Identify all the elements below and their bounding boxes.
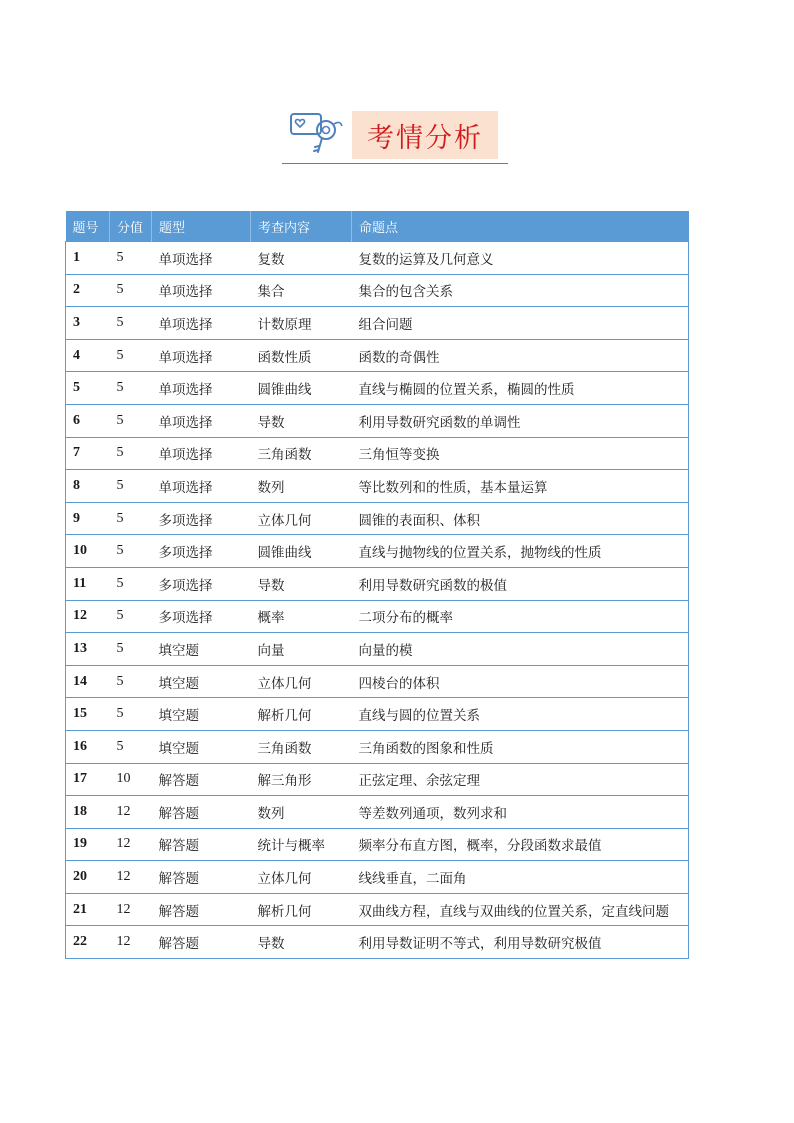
cell-content: 解三角形 <box>251 763 352 796</box>
cell-topic: 二项分布的概率 <box>352 600 689 633</box>
cell-content: 概率 <box>251 600 352 633</box>
table-row <box>66 307 689 340</box>
cell-topic: 四棱台的体积 <box>352 665 689 698</box>
cell-question-no: 3 <box>66 307 110 340</box>
cell-content: 导数 <box>251 926 352 959</box>
table-row <box>66 763 689 796</box>
cell-score: 5 <box>110 242 152 275</box>
cell-topic: 正弦定理、余弦定理 <box>352 763 689 796</box>
cell-question-type: 多项选择 <box>152 535 251 568</box>
table-row <box>66 796 689 829</box>
table-row <box>66 926 689 959</box>
cell-question-no: 18 <box>66 796 110 829</box>
cell-topic: 双曲线方程，直线与双曲线的位置关系，定直线问题 <box>352 893 689 926</box>
cell-topic: 直线与圆的位置关系 <box>352 698 689 731</box>
heart-key-tag-icon <box>288 108 348 160</box>
table-body <box>66 242 689 959</box>
cell-score: 12 <box>110 828 152 861</box>
header-content: 考查内容 <box>251 211 352 242</box>
cell-question-no: 1 <box>66 242 110 275</box>
cell-question-no: 20 <box>66 861 110 894</box>
table-row <box>66 404 689 437</box>
cell-content: 复数 <box>251 242 352 275</box>
table-row <box>66 242 689 275</box>
cell-question-no: 12 <box>66 600 110 633</box>
header-question-type: 题型 <box>152 211 251 242</box>
cell-topic: 利用导数研究函数的单调性 <box>352 404 689 437</box>
table-row <box>66 600 689 633</box>
cell-question-type: 多项选择 <box>152 567 251 600</box>
cell-score: 5 <box>110 404 152 437</box>
cell-topic: 等差数列通项，数列求和 <box>352 796 689 829</box>
cell-content: 函数性质 <box>251 339 352 372</box>
cell-question-type: 解答题 <box>152 893 251 926</box>
cell-topic: 频率分布直方图，概率，分段函数求最值 <box>352 828 689 861</box>
cell-score: 5 <box>110 274 152 307</box>
cell-score: 5 <box>110 502 152 535</box>
cell-question-no: 2 <box>66 274 110 307</box>
cell-topic: 利用导数研究函数的极值 <box>352 567 689 600</box>
cell-question-type: 解答题 <box>152 926 251 959</box>
table-row <box>66 665 689 698</box>
cell-question-type: 填空题 <box>152 698 251 731</box>
table-row <box>66 828 689 861</box>
cell-content: 立体几何 <box>251 502 352 535</box>
cell-topic: 复数的运算及几何意义 <box>352 242 689 275</box>
cell-score: 5 <box>110 665 152 698</box>
table-row <box>66 567 689 600</box>
cell-topic: 线线垂直，二面角 <box>352 861 689 894</box>
cell-score: 5 <box>110 437 152 470</box>
cell-content: 解析几何 <box>251 893 352 926</box>
cell-topic: 圆锥的表面积、体积 <box>352 502 689 535</box>
cell-topic: 集合的包含关系 <box>352 274 689 307</box>
table-row <box>66 633 689 666</box>
cell-question-type: 解答题 <box>152 796 251 829</box>
table-row <box>66 372 689 405</box>
cell-topic: 函数的奇偶性 <box>352 339 689 372</box>
cell-score: 5 <box>110 600 152 633</box>
cell-question-type: 解答题 <box>152 861 251 894</box>
table-row <box>66 470 689 503</box>
cell-content: 圆锥曲线 <box>251 372 352 405</box>
cell-question-type: 解答题 <box>152 828 251 861</box>
cell-topic: 三角恒等变换 <box>352 437 689 470</box>
cell-question-type: 单项选择 <box>152 307 251 340</box>
cell-question-type: 单项选择 <box>152 470 251 503</box>
cell-content: 立体几何 <box>251 665 352 698</box>
cell-topic: 利用导数证明不等式，利用导数研究极值 <box>352 926 689 959</box>
cell-question-type: 单项选择 <box>152 274 251 307</box>
cell-question-no: 10 <box>66 535 110 568</box>
cell-question-no: 13 <box>66 633 110 666</box>
cell-content: 三角函数 <box>251 730 352 763</box>
section-title: 考情分析 <box>367 122 483 154</box>
cell-question-type: 填空题 <box>152 665 251 698</box>
cell-content: 导数 <box>251 567 352 600</box>
cell-question-no: 14 <box>66 665 110 698</box>
cell-score: 5 <box>110 470 152 503</box>
cell-score: 5 <box>110 698 152 731</box>
table-header <box>66 211 689 242</box>
cell-content: 集合 <box>251 274 352 307</box>
cell-question-type: 多项选择 <box>152 502 251 535</box>
cell-question-type: 单项选择 <box>152 372 251 405</box>
header-question-no: 题号 <box>66 211 110 242</box>
table-row <box>66 893 689 926</box>
cell-score: 5 <box>110 535 152 568</box>
cell-question-type: 解答题 <box>152 763 251 796</box>
cell-content: 三角函数 <box>251 437 352 470</box>
cell-question-no: 22 <box>66 926 110 959</box>
cell-topic: 三角函数的图象和性质 <box>352 730 689 763</box>
cell-content: 导数 <box>251 404 352 437</box>
cell-question-no: 17 <box>66 763 110 796</box>
exam-analysis-table <box>65 211 689 959</box>
table-row <box>66 535 689 568</box>
cell-question-no: 5 <box>66 372 110 405</box>
cell-question-no: 15 <box>66 698 110 731</box>
table-row <box>66 698 689 731</box>
cell-topic: 等比数列和的性质，基本量运算 <box>352 470 689 503</box>
cell-score: 12 <box>110 796 152 829</box>
cell-score: 5 <box>110 567 152 600</box>
cell-content: 数列 <box>251 796 352 829</box>
cell-question-type: 单项选择 <box>152 242 251 275</box>
table-row <box>66 861 689 894</box>
cell-score: 12 <box>110 861 152 894</box>
cell-question-type: 单项选择 <box>152 339 251 372</box>
table-row <box>66 730 689 763</box>
table-row <box>66 339 689 372</box>
cell-question-no: 6 <box>66 404 110 437</box>
cell-topic: 直线与椭圆的位置关系，椭圆的性质 <box>352 372 689 405</box>
cell-topic: 组合问题 <box>352 307 689 340</box>
cell-content: 解析几何 <box>251 698 352 731</box>
table-row <box>66 437 689 470</box>
banner-underline <box>282 163 508 165</box>
cell-question-type: 多项选择 <box>152 600 251 633</box>
cell-score: 5 <box>110 730 152 763</box>
cell-score: 12 <box>110 893 152 926</box>
cell-topic: 直线与抛物线的位置关系，抛物线的性质 <box>352 535 689 568</box>
cell-question-no: 21 <box>66 893 110 926</box>
cell-question-no: 7 <box>66 437 110 470</box>
cell-content: 向量 <box>251 633 352 666</box>
cell-question-type: 填空题 <box>152 633 251 666</box>
cell-score: 5 <box>110 339 152 372</box>
cell-question-no: 19 <box>66 828 110 861</box>
cell-score: 12 <box>110 926 152 959</box>
cell-question-type: 单项选择 <box>152 404 251 437</box>
cell-question-no: 11 <box>66 567 110 600</box>
cell-question-no: 9 <box>66 502 110 535</box>
cell-content: 立体几何 <box>251 861 352 894</box>
cell-score: 5 <box>110 307 152 340</box>
cell-score: 5 <box>110 633 152 666</box>
header-score: 分值 <box>110 211 152 242</box>
header-topic: 命题点 <box>352 211 689 242</box>
cell-content: 圆锥曲线 <box>251 535 352 568</box>
cell-question-type: 填空题 <box>152 730 251 763</box>
table-row <box>66 274 689 307</box>
cell-content: 统计与概率 <box>251 828 352 861</box>
section-banner <box>282 108 508 164</box>
title-box <box>352 111 498 159</box>
table-row <box>66 502 689 535</box>
cell-question-type: 单项选择 <box>152 437 251 470</box>
cell-question-no: 4 <box>66 339 110 372</box>
cell-score: 10 <box>110 763 152 796</box>
header-row <box>66 211 689 242</box>
cell-score: 5 <box>110 372 152 405</box>
cell-content: 计数原理 <box>251 307 352 340</box>
cell-content: 数列 <box>251 470 352 503</box>
cell-question-no: 8 <box>66 470 110 503</box>
cell-topic: 向量的模 <box>352 633 689 666</box>
cell-question-no: 16 <box>66 730 110 763</box>
